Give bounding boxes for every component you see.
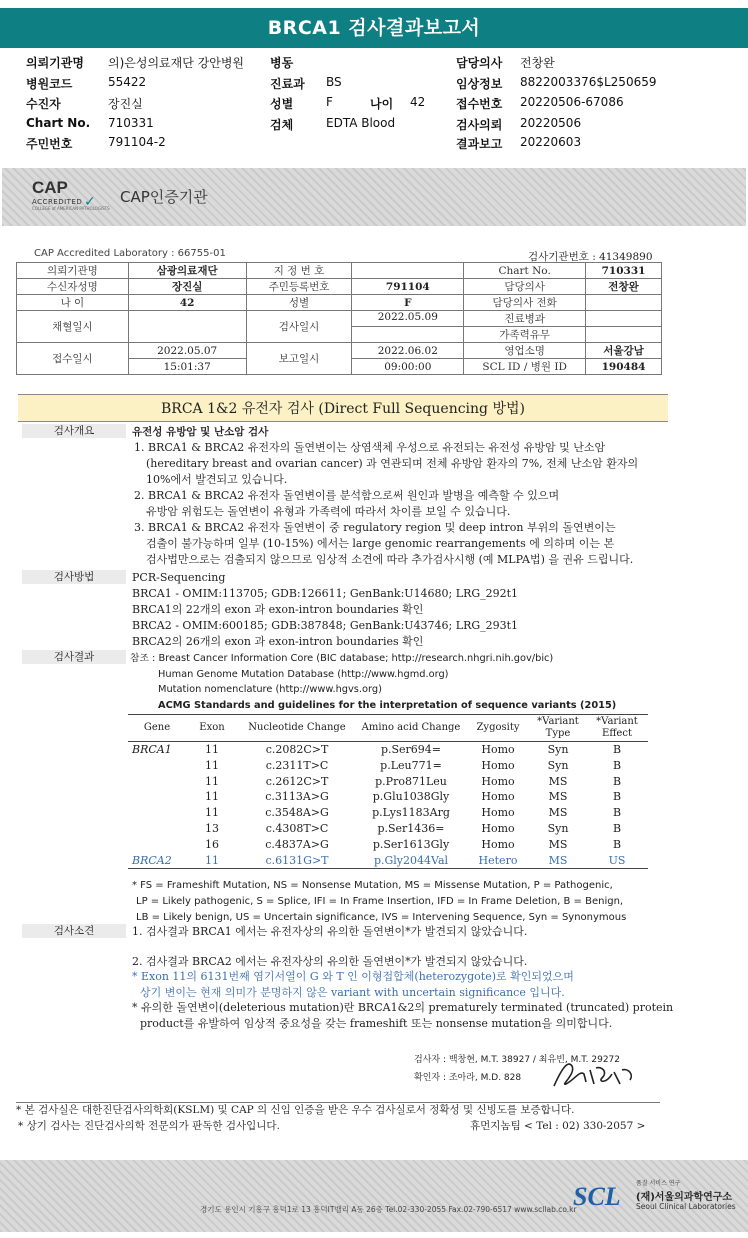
mutation-cell: B: [612, 758, 622, 772]
mutation-cell: Homo: [481, 821, 515, 835]
receipt-label: 접수번호: [456, 97, 503, 111]
mutation-cell: c.2082C>T: [265, 743, 329, 756]
age-value: 42: [410, 95, 426, 109]
footer: [0, 1160, 748, 1232]
opinion-line: * Exon 11의 6131번째 염기서열이 G 와 T 인 이형접합체(heterozygote)로 확인되었으며: [132, 970, 574, 983]
request-value: 20220506: [520, 116, 582, 130]
cell-value: 190484: [586, 359, 662, 375]
overview-label: 검사개요: [22, 424, 126, 438]
mutation-table: [128, 714, 648, 869]
overview-line: 10%에서 발견되고 있습니다.: [146, 473, 288, 486]
hospital-value: 의)은성의료재단 강안병원: [108, 56, 245, 70]
mutation-cell: 11: [205, 774, 219, 788]
resident-label: 주민번호: [26, 137, 73, 151]
report-body: [12, 246, 738, 1144]
cell-value: F: [352, 295, 464, 311]
mutation-cell: MS: [548, 790, 568, 804]
reference-line: Human Genome Mutation Database (http://www.hgmd.org): [158, 668, 449, 680]
exam-number: 검사기관번호 : 41349890: [528, 251, 653, 263]
mutation-cell: p.Leu771=: [380, 758, 442, 772]
opinion-label: 검사소견: [22, 924, 126, 938]
mutation-cell: 11: [205, 758, 219, 772]
cell-value: 710331: [586, 263, 662, 279]
cap-title: CAP인증기관: [120, 188, 208, 206]
mutation-cell: Syn: [547, 758, 569, 772]
scl-tagline: 품질 서비스 연구: [636, 1180, 681, 1187]
mutation-cell: 11: [205, 743, 219, 756]
cell-label: SCL ID / 병원 ID: [464, 359, 586, 375]
mutation-cell: Homo: [481, 743, 515, 756]
mutation-cell: Homo: [481, 837, 515, 851]
scl-name-en: Seoul Clinical Laboratories: [636, 1202, 736, 1211]
cell-value: 791104: [352, 279, 464, 295]
mutation-cell: p.Ser1613Gly: [372, 837, 450, 851]
mutation-cell: p.Glu1038Gly: [372, 790, 450, 804]
overview-line: 검출이 불가능하며 일부 (10-15%) 에서는 large genomic rearrangements 에 의하며 이는 본: [146, 537, 615, 550]
mutation-header: Amino acid Change: [356, 715, 466, 742]
cell-label: 검사일시: [246, 311, 352, 343]
cell-value: [586, 295, 662, 311]
contact: 휴먼지놈팀 < Tel : 02) 330-2057 >: [470, 1120, 646, 1132]
opinion-line: 상기 변이는 현재 의미가 분명하지 않은 variant with uncertain significance 입니다.: [140, 985, 565, 999]
cell-value: 09:00:00: [352, 359, 464, 375]
result-label: 결과보고: [456, 137, 503, 151]
mutation-cell: US: [586, 853, 648, 869]
mutation-cell: MS: [548, 806, 568, 820]
specimen-label: 검체: [270, 118, 294, 132]
reference-line: ACMG Standards and guidelines for the interpretation of sequence variants (2015): [158, 699, 617, 711]
report-header: BRCA1 검사결과보고서: [0, 8, 748, 48]
mutation-header: Exon: [186, 715, 238, 742]
legend-line: LP = Likely pathogenic, S = Splice, IFI = In Frame Insertion, IFD = In Frame Deletion, B = Benign,: [136, 896, 624, 907]
mutation-cell: B: [612, 821, 622, 835]
opinion-text: [132, 924, 673, 1031]
cap-logo-main: CAP: [32, 178, 68, 197]
cell-label: 의뢰기관명: [17, 263, 129, 279]
mutation-cell: B: [612, 790, 622, 804]
cell-value: 42: [128, 295, 246, 311]
cell-value: [586, 327, 662, 343]
doctor-label: 담당의사: [456, 56, 503, 70]
legend-line: * FS = Frameshift Mutation, NS = Nonsense Mutation, MS = Missense Mutation, P = Pathogenic,: [132, 880, 613, 891]
reference-line: 참조 : Breast Cancer Information Core (BIC database; http://research.nhgri.nih.gov/bic): [130, 653, 554, 664]
mutation-row: [128, 742, 648, 758]
mutation-row: [128, 821, 648, 837]
method-label: 검사방법: [22, 570, 126, 584]
variant-legend: [132, 878, 626, 926]
cell-label: 담당의사: [464, 279, 586, 295]
mutation-cell: 11: [205, 806, 219, 820]
cell-value: 2022.05.09: [352, 311, 464, 327]
mutation-cell: p.Ser694=: [380, 743, 442, 756]
mutation-cell: [128, 758, 186, 774]
age-label: 나이: [370, 97, 394, 111]
method-line: BRCA1 - OMIM:113705; GDB:126611; GenBank:U14680; LRG_292t1: [132, 587, 519, 600]
mutation-row: [128, 805, 648, 821]
method-text: [132, 570, 518, 650]
cell-value: [586, 311, 662, 327]
overview-line: 1. BRCA1 & BRCA2 유전자의 돌연변이는 상염색체 우성으로 유전되는 유전성 유방암 및 난소암: [134, 441, 606, 454]
footer-address: 경기도 용인시 기흥구 흥덕1로 13 흥덕IT밸리 A동 26층 Tel.02-330-2055 Fax.02-790-6517 www.scllab.co.kr: [200, 1205, 577, 1214]
scl-logo: SCL: [573, 1182, 621, 1211]
mutation-cell: Syn: [547, 821, 569, 835]
ward-label: 병동: [270, 56, 294, 70]
cap-banner: [2, 168, 746, 226]
mutation-cell: Homo: [481, 806, 515, 820]
dept-label: 진료과: [270, 77, 305, 91]
mutation-cell: BRCA1: [132, 743, 172, 756]
overview-heading: 유전성 유방암 및 난소암 검사: [132, 426, 269, 438]
method-line: BRCA2의 26개의 exon 과 exon-intron boundaries 확인: [132, 635, 424, 648]
mutation-cell: c.6131G>T: [238, 853, 356, 869]
notice-quality: * 본 검사실은 대한진단검사의학회(KSLM) 및 CAP 의 신임 인증을 받은 우수 검사실로서 정확성 및 신빙도를 보증합니다.: [16, 1104, 575, 1116]
mutation-cell: MS: [548, 837, 568, 851]
mutation-cell: [128, 774, 186, 790]
overview-line: (hereditary breast and ovarian cancer) 과 연관되며 전체 유방암 환자의 7%, 전체 난소암 환자의: [146, 457, 639, 470]
mutation-cell: 16: [205, 837, 219, 851]
name-label: 수진자: [26, 97, 61, 111]
mutation-cell: B: [612, 837, 622, 851]
overview-line: 유방암 위험도는 돌연변이 유형과 가족력에 따라서 차이를 보일 수 있습니다.: [146, 505, 511, 518]
cell-label: Chart No.: [464, 263, 586, 279]
opinion-line: 2. 검사결과 BRCA2 에서는 유전자상의 유의한 돌연변이*가 발견되지 않았습니다.: [132, 954, 528, 968]
receipt-value: 20220506-67086: [520, 95, 624, 109]
cell-label: 보고일시: [246, 343, 352, 375]
mutation-cell: c.2311T>C: [265, 758, 329, 772]
cell-label: 주민등록번호: [246, 279, 352, 295]
examiner: 검사자 : 백창현, M.T. 38927 / 최유빈, M.T. 29272: [414, 1055, 621, 1065]
clinical-label: 임상정보: [456, 77, 503, 91]
mutation-header: Gene: [128, 715, 186, 742]
cap-logo-fine: COLLEGE of AMERICAN PATHOLOGISTS: [32, 206, 110, 211]
chart-label: Chart No.: [26, 116, 91, 130]
mutation-cell: c.4308T>C: [265, 821, 329, 835]
mutation-row: [128, 789, 648, 805]
mutation-cell: c.4837A>G: [265, 837, 329, 851]
result-label: 검사결과: [22, 650, 126, 664]
reference-line: Mutation nomenclature (http://www.hgvs.org): [158, 684, 382, 695]
mutation-cell: 13: [205, 821, 219, 835]
mutation-cell: c.3548A>G: [265, 806, 329, 820]
mutation-cell: MS: [530, 853, 586, 869]
cell-value: 전창완: [586, 279, 662, 295]
code-value: 55422: [108, 75, 147, 89]
overview-line: 2. BRCA1 & BRCA2 유전자 돌연변이를 분석함으로써 원인과 발병을 예측할 수 있으며: [134, 489, 560, 502]
cap-logo: [32, 178, 116, 218]
legend-line: LB = Likely benign, US = Uncertain significance, IVS = Intervening Sequence, Syn = Synonymous: [136, 912, 627, 923]
mutation-row: [128, 758, 648, 774]
cell-label: 접수일시: [17, 343, 129, 375]
cell-label: 영업소명: [464, 343, 586, 359]
mutation-header: *Variant Effect: [586, 715, 648, 742]
patient-table: [16, 262, 662, 375]
mutation-cell: MS: [548, 774, 568, 788]
mutation-cell: Hetero: [466, 853, 530, 869]
specimen-value: EDTA Blood: [326, 116, 396, 130]
scl-name-ko: (재)서울의과학연구소: [636, 1192, 733, 1203]
references: [130, 651, 616, 713]
mutation-cell: Homo: [481, 774, 515, 788]
mutation-cell: B: [612, 743, 622, 756]
mutation-cell: 11: [205, 790, 219, 804]
cell-label: 성별: [246, 295, 352, 311]
notice-reviewed: * 상기 검사는 진단검사의학 전문의가 판독한 검사입니다.: [18, 1120, 280, 1132]
clinical-value: 8822003376$L250659: [520, 75, 657, 89]
section-title: BRCA 1&2 유전자 검사 (Direct Full Sequencing 방법): [18, 394, 668, 422]
mutation-cell: p.Lys1183Arg: [372, 806, 450, 820]
mutation-cell: [128, 837, 186, 853]
doctor-value: 전창완: [520, 56, 555, 70]
sex-value: F: [326, 95, 333, 109]
cell-label: 지 정 번 호: [246, 263, 352, 279]
dept-value: BS: [326, 75, 342, 89]
opinion-line: 1. 검사결과 BRCA1 에서는 유전자상의 유의한 돌연변이*가 발견되지 않았습니다.: [132, 925, 528, 938]
mutation-cell: p.Ser1436=: [377, 821, 445, 835]
cell-label: 채혈일시: [17, 311, 129, 343]
mutation-cell: Homo: [481, 758, 515, 772]
mutation-cell: p.Gly2044Val: [356, 853, 466, 869]
cell-label: 수신자성명: [17, 279, 129, 295]
chart-value: 710331: [108, 116, 154, 130]
cell-label: 나 이: [17, 295, 129, 311]
mutation-header: *Variant Type: [530, 715, 586, 742]
cell-label: 담당의사 전화: [464, 295, 586, 311]
cell-value: 15:01:37: [128, 359, 246, 375]
method-line: BRCA2 - OMIM:600185; GDB:387848; GenBank:U43746; LRG_293t1: [132, 619, 519, 632]
cell-value: 서울강남: [586, 343, 662, 359]
name-value: 장진실: [108, 97, 143, 111]
mutation-header: Nucleotide Change: [238, 715, 356, 742]
mutation-cell: c.2612C>T: [265, 774, 329, 788]
cell-value: 삼광의료재단: [128, 263, 246, 279]
cell-value: 2022.05.07: [128, 343, 246, 359]
cell-value: 2022.06.02: [352, 343, 464, 359]
mutation-cell: Homo: [481, 790, 515, 804]
mutation-cell: B: [612, 806, 622, 820]
mutation-cell: 11: [186, 853, 238, 869]
mutation-cell: c.3113A>G: [265, 790, 329, 804]
mutation-cell: p.Pro871Leu: [375, 774, 447, 788]
method-line: BRCA1의 22개의 exon 과 exon-intron boundaries 확인: [132, 603, 424, 616]
cap-logo-sub: ACCREDITED: [32, 198, 83, 206]
mutation-cell: BRCA2: [128, 853, 186, 869]
mutation-header: Zygosity: [466, 715, 530, 742]
cell-value: [128, 311, 246, 343]
opinion-line: product를 유발하여 임상적 중요성을 갖는 frameshift 또는 nonsense mutation을 의미합니다.: [140, 1016, 613, 1030]
mutation-cell: [128, 789, 186, 805]
request-label: 검사의뢰: [456, 118, 503, 132]
confirmer: 확인자 : 조아라, M.D. 828: [414, 1073, 522, 1083]
overview-line: 3. BRCA1 & BRCA2 유전자 돌연변이 중 regulatory region 및 deep intron 부위의 돌연변이는: [134, 521, 616, 534]
opinion-line: * 유의한 돌연변이(deleterious mutation)란 BRCA1&2의 prematurely terminated (truncated) protein: [132, 1001, 674, 1014]
signature: [550, 1056, 640, 1092]
cell-label: 가족력유무: [464, 327, 586, 343]
code-label: 병원코드: [26, 77, 73, 91]
mutation-cell: [128, 821, 186, 837]
overview-line: 검사법만으로는 검출되지 않으므로 임상적 소견에 따라 추가검사시행 (예 MLPA법) 을 권유 드립니다.: [146, 553, 634, 566]
cell-label: 진료병과: [464, 311, 586, 327]
overview-text: [132, 424, 638, 568]
hospital-label: 의뢰기관명: [26, 56, 84, 70]
mutation-row: [128, 774, 648, 790]
mutation-cell: [128, 805, 186, 821]
mutation-cell: Syn: [547, 743, 569, 756]
cell-value: [352, 263, 464, 279]
check-icon: ✓: [84, 194, 96, 210]
result-value: 20220603: [520, 135, 582, 149]
mutation-row: [128, 853, 648, 869]
resident-value: 791104-2: [108, 135, 166, 149]
mutation-row: [128, 837, 648, 853]
cell-value: [352, 327, 464, 343]
cap-lab-number: CAP Accredited Laboratory : 66755-01: [34, 248, 226, 259]
mutation-cell: B: [612, 774, 622, 788]
method-line: PCR-Sequencing: [132, 571, 226, 584]
sex-label: 성별: [270, 97, 294, 111]
cell-value: 장진실: [128, 279, 246, 295]
